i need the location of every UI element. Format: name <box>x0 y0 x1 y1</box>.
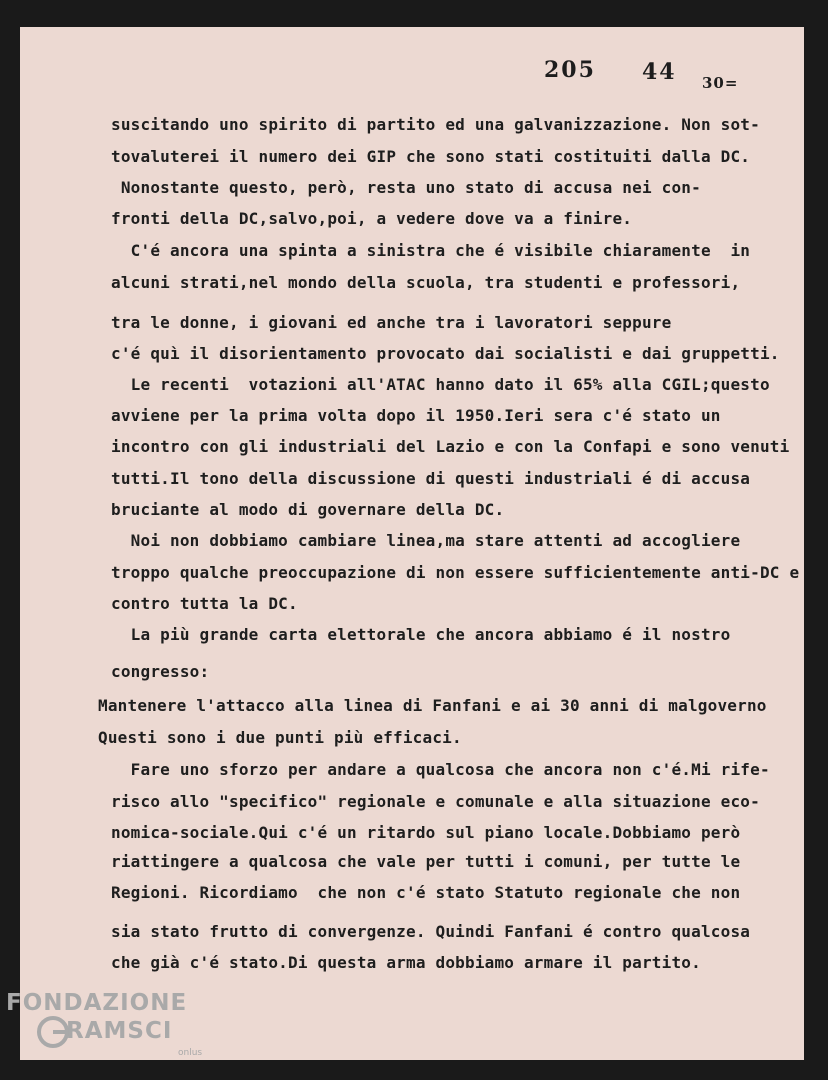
text-line: Regioni. Ricordiamo che non c'é stato Statuto regionale che non <box>111 883 741 902</box>
page-number-small: 30= <box>702 74 739 92</box>
text-line: che già c'é stato.Di questa arma dobbiamo armare il partito. <box>111 953 701 972</box>
text-line: Nonostante questo, però, resta uno stato di accusa nei con- <box>111 178 701 197</box>
gramsci-g-logo-icon <box>36 1015 70 1049</box>
text-line: riattingere a qualcosa che vale per tutti i comuni, per tutte le <box>111 852 741 871</box>
text-line: congresso: <box>111 662 210 681</box>
text-line: bruciante al modo di governare della DC. <box>111 500 505 519</box>
text-line: La più grande carta elettorale che ancora abbiamo é il nostro <box>111 625 731 644</box>
text-line: nomica-sociale.Qui c'é un ritardo sul piano locale.Dobbiamo però <box>111 823 741 842</box>
text-line: alcuni strati,nel mondo della scuola, tra studenti e professori, <box>111 273 741 292</box>
text-line: Le recenti votazioni all'ATAC hanno dato il 65% alla CGIL;questo <box>111 375 770 394</box>
watermark-line2: RAMSCI <box>66 1018 173 1044</box>
text-line: risco allo "specifico" regionale e comunale e alla situazione eco- <box>111 792 760 811</box>
text-line: Fare uno sforzo per andare a qualcosa che ancora non c'é.Mi rife- <box>111 760 770 779</box>
text-line: C'é ancora una spinta a sinistra che é visibile chiaramente in <box>111 241 751 260</box>
text-line: sia stato frutto di convergenze. Quindi Fanfani é contro qualcosa <box>111 922 751 941</box>
page-number-left: 205 <box>544 57 596 83</box>
text-line: c'é quì il disorientamento provocato dai socialisti e dai gruppetti. <box>111 344 780 363</box>
document-page <box>20 27 804 1060</box>
text-line: avviene per la prima volta dopo il 1950.Ieri sera c'é stato un <box>111 406 721 425</box>
text-line: suscitando uno spirito di partito ed una galvanizzazione. Non sot- <box>111 115 760 134</box>
text-line: incontro con gli industriali del Lazio e con la Confapi e sono venuti <box>111 437 790 456</box>
text-line: troppo qualche preoccupazione di non essere sufficientemente anti-DC e <box>111 563 800 582</box>
text-line: contro tutta la DC. <box>111 594 298 613</box>
watermark-line1: FONDAZIONE <box>6 990 188 1016</box>
text-line: Noi non dobbiamo cambiare linea,ma stare attenti ad accogliere <box>111 531 741 550</box>
text-line: Mantenere l'attacco alla linea di Fanfani e ai 30 anni di malgoverno <box>98 696 767 715</box>
text-line: Questi sono i due punti più efficaci. <box>98 728 462 747</box>
text-line: tovaluterei il numero dei GIP che sono stati costituiti dalla DC. <box>111 147 751 166</box>
text-line: fronti della DC,salvo,poi, a vedere dove va a finire. <box>111 209 633 228</box>
fondazione-gramsci-watermark <box>6 990 246 1075</box>
text-line: tutti.Il tono della discussione di questi industriali é di accusa <box>111 469 751 488</box>
text-line: tra le donne, i giovani ed anche tra i lavoratori seppure <box>111 313 672 332</box>
page-number-right: 44 <box>642 59 677 85</box>
watermark-line3: onlus <box>178 1048 203 1058</box>
